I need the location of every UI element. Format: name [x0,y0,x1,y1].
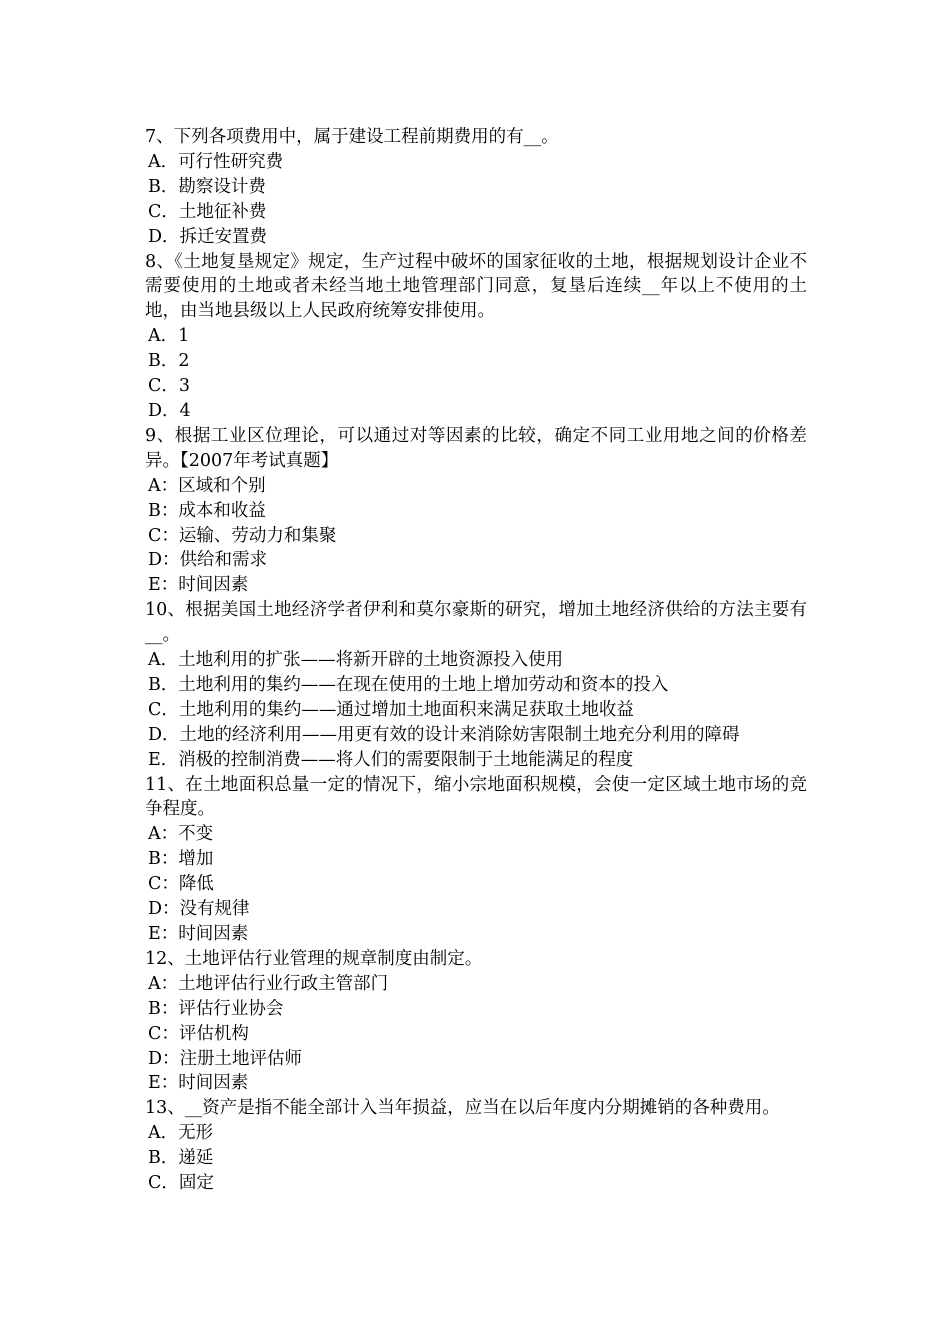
document-body [145,125,807,1196]
option-d: D．4 [148,400,191,421]
option-b: B：增加 [148,849,214,870]
option-e: E：时间因素 [148,924,249,944]
question-stem: 11、在土地面积总量一定的情况下，缩小宗地面积规模，会使一定区域土地市场的竞争程度。 [145,774,807,820]
question-stem: 7、下列各项费用中，属于建设工程前期费用的有__。 [145,127,559,147]
question-10 [145,598,807,772]
option-a: A．土地利用的扩张——将新开辟的土地资源投入使用 [148,650,564,671]
question-7 [145,125,807,250]
option-c: C：运输、劳动力和集聚 [148,525,337,546]
option-a: A：不变 [148,824,214,845]
question-stem: 8、《土地复垦规定》规定，生产过程中破坏的国家征收的土地，根据规划设计企业不需要使用的土地或者未经当地土地管理部门同意，复垦后连续__年以上不使用的土地，由当地县级以上人民政府统筹安排使用。 [145,251,807,322]
question-stem: 9、根据工业区位理论，可以通过对等因素的比较，确定不同工业用地之间的价格差异。【2007年考试真题】 [145,425,807,471]
option-d: D：注册土地评估师 [148,1048,303,1069]
question-9 [145,424,807,598]
option-c: C．固定 [148,1173,214,1194]
question-11 [145,773,807,947]
option-a: A：土地评估行业行政主管部门 [148,973,389,994]
option-c: C．土地利用的集约——通过增加土地面积来满足获取土地收益 [148,699,634,720]
option-a: A：区域和个别 [148,475,266,496]
option-e: E．消极的控制消费——将人们的需要限制于土地能满足的程度 [148,749,634,770]
option-e: E：时间因素 [148,1073,249,1094]
question-stem: 10、根据美国土地经济学者伊利和莫尔豪斯的研究，增加土地经济供给的方法主要有__。 [145,600,807,646]
option-b: B．勘察设计费 [148,176,266,197]
option-c: C．3 [148,376,191,397]
question-12 [145,947,807,1096]
option-e: E：时间因素 [148,575,249,596]
option-c: C．土地征补费 [148,201,267,222]
option-b: B．土地利用的集约——在现在使用的土地上增加劳动和资本的投入 [148,674,669,695]
question-stem: 12、土地评估行业管理的规章制度由制定。 [145,948,483,969]
option-b: B：评估行业协会 [148,998,284,1019]
question-stem: 13、__资产是指不能全部计入当年损益，应当在以后年度内分期摊销的各种费用。 [145,1098,780,1119]
option-d: D．土地的经济利用——用更有效的设计来消除妨害限制土地充分利用的障碍 [148,724,740,745]
option-d: D：供给和需求 [148,550,268,571]
option-a: A．1 [148,326,190,347]
option-d: D．拆迁安置费 [148,226,268,247]
option-b: B．2 [148,351,190,372]
option-c: C：评估机构 [148,1023,249,1044]
option-c: C：降低 [148,874,214,895]
question-8 [145,250,807,424]
question-13 [145,1096,807,1196]
option-b: B：成本和收益 [148,500,266,521]
option-d: D：没有规律 [148,899,250,920]
option-b: B．递延 [148,1148,214,1169]
option-a: A．无形 [148,1123,214,1144]
option-a: A．可行性研究费 [148,151,284,172]
